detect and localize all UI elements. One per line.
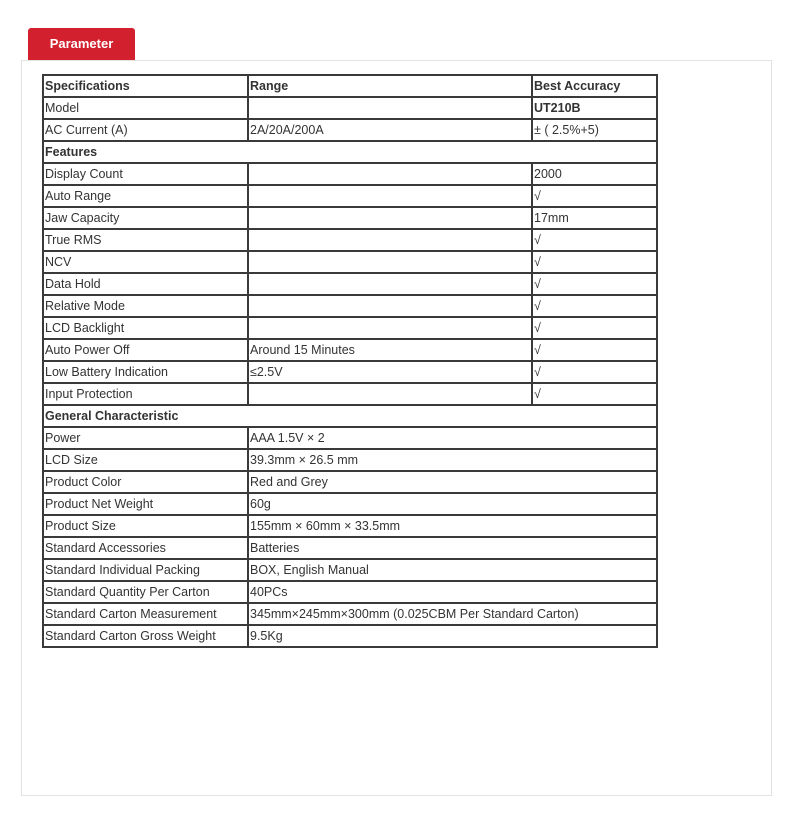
table-row bbox=[43, 625, 657, 647]
table-row bbox=[43, 185, 657, 207]
row-range bbox=[248, 295, 532, 317]
row-label: Auto Range bbox=[43, 185, 248, 207]
section-row-features bbox=[43, 141, 657, 163]
tab-parameter[interactable]: Parameter bbox=[28, 28, 135, 60]
features-section-title: Features bbox=[43, 141, 657, 163]
row-label: LCD Backlight bbox=[43, 317, 248, 339]
row-value: AAA 1.5V × 2 bbox=[248, 427, 657, 449]
table-row bbox=[43, 471, 657, 493]
row-label: Product Color bbox=[43, 471, 248, 493]
model-range bbox=[248, 97, 532, 119]
row-value: 2000 bbox=[532, 163, 657, 185]
row-value: √ bbox=[532, 229, 657, 251]
row-value: √ bbox=[532, 185, 657, 207]
row-range bbox=[248, 273, 532, 295]
table-row bbox=[43, 603, 657, 625]
row-label: Standard Carton Gross Weight bbox=[43, 625, 248, 647]
row-label: Data Hold bbox=[43, 273, 248, 295]
table-header-row bbox=[43, 75, 657, 97]
row-range: Around 15 Minutes bbox=[248, 339, 532, 361]
row-label: Jaw Capacity bbox=[43, 207, 248, 229]
row-value: √ bbox=[532, 251, 657, 273]
table-row bbox=[43, 361, 657, 383]
row-label: Input Protection bbox=[43, 383, 248, 405]
row-range: ≤2.5V bbox=[248, 361, 532, 383]
row-label: Relative Mode bbox=[43, 295, 248, 317]
header-specifications: Specifications bbox=[43, 75, 248, 97]
row-range bbox=[248, 383, 532, 405]
row-value: 60g bbox=[248, 493, 657, 515]
table-row bbox=[43, 581, 657, 603]
table-row bbox=[43, 515, 657, 537]
table-row bbox=[43, 251, 657, 273]
row-range bbox=[248, 207, 532, 229]
row-label: Power bbox=[43, 427, 248, 449]
table-row bbox=[43, 493, 657, 515]
ac-current-label: AC Current (A) bbox=[43, 119, 248, 141]
row-value: Batteries bbox=[248, 537, 657, 559]
row-label: Low Battery Indication bbox=[43, 361, 248, 383]
table-row bbox=[43, 339, 657, 361]
row-range bbox=[248, 229, 532, 251]
model-value: UT210B bbox=[532, 97, 657, 119]
model-label: Model bbox=[43, 97, 248, 119]
table-row bbox=[43, 273, 657, 295]
row-label: LCD Size bbox=[43, 449, 248, 471]
row-value: √ bbox=[532, 317, 657, 339]
row-value: 345mm×245mm×300mm (0.025CBM Per Standard Carton) bbox=[248, 603, 657, 625]
table-row bbox=[43, 207, 657, 229]
row-label: Standard Carton Measurement bbox=[43, 603, 248, 625]
ac-current-range: 2A/20A/200A bbox=[248, 119, 532, 141]
table-row bbox=[43, 449, 657, 471]
table-row-ac-current bbox=[43, 119, 657, 141]
header-best-accuracy: Best Accuracy bbox=[532, 75, 657, 97]
row-value: √ bbox=[532, 273, 657, 295]
section-row-general bbox=[43, 405, 657, 427]
row-value: BOX, English Manual bbox=[248, 559, 657, 581]
row-label: True RMS bbox=[43, 229, 248, 251]
row-range bbox=[248, 185, 532, 207]
row-value: 39.3mm × 26.5 mm bbox=[248, 449, 657, 471]
table-row bbox=[43, 383, 657, 405]
row-label: Product Net Weight bbox=[43, 493, 248, 515]
row-value: √ bbox=[532, 383, 657, 405]
ac-current-accuracy: ± ( 2.5%+5) bbox=[532, 119, 657, 141]
row-label: Standard Accessories bbox=[43, 537, 248, 559]
row-value: Red and Grey bbox=[248, 471, 657, 493]
row-range bbox=[248, 317, 532, 339]
row-label: NCV bbox=[43, 251, 248, 273]
row-label: Auto Power Off bbox=[43, 339, 248, 361]
row-value: √ bbox=[532, 339, 657, 361]
general-section-title: General Characteristic bbox=[43, 405, 657, 427]
table-row bbox=[43, 163, 657, 185]
table-row bbox=[43, 229, 657, 251]
table-row-model bbox=[43, 97, 657, 119]
header-range: Range bbox=[248, 75, 532, 97]
row-value: 40PCs bbox=[248, 581, 657, 603]
row-label: Product Size bbox=[43, 515, 248, 537]
table-row bbox=[43, 427, 657, 449]
row-value: 155mm × 60mm × 33.5mm bbox=[248, 515, 657, 537]
table-row bbox=[43, 295, 657, 317]
row-range bbox=[248, 251, 532, 273]
row-value: 9.5Kg bbox=[248, 625, 657, 647]
row-value: 17mm bbox=[532, 207, 657, 229]
row-label: Standard Individual Packing bbox=[43, 559, 248, 581]
specification-table bbox=[42, 74, 658, 648]
table-row bbox=[43, 537, 657, 559]
row-label: Display Count bbox=[43, 163, 248, 185]
table-row bbox=[43, 559, 657, 581]
row-value: √ bbox=[532, 295, 657, 317]
row-value: √ bbox=[532, 361, 657, 383]
row-label: Standard Quantity Per Carton bbox=[43, 581, 248, 603]
table-row bbox=[43, 317, 657, 339]
row-range bbox=[248, 163, 532, 185]
